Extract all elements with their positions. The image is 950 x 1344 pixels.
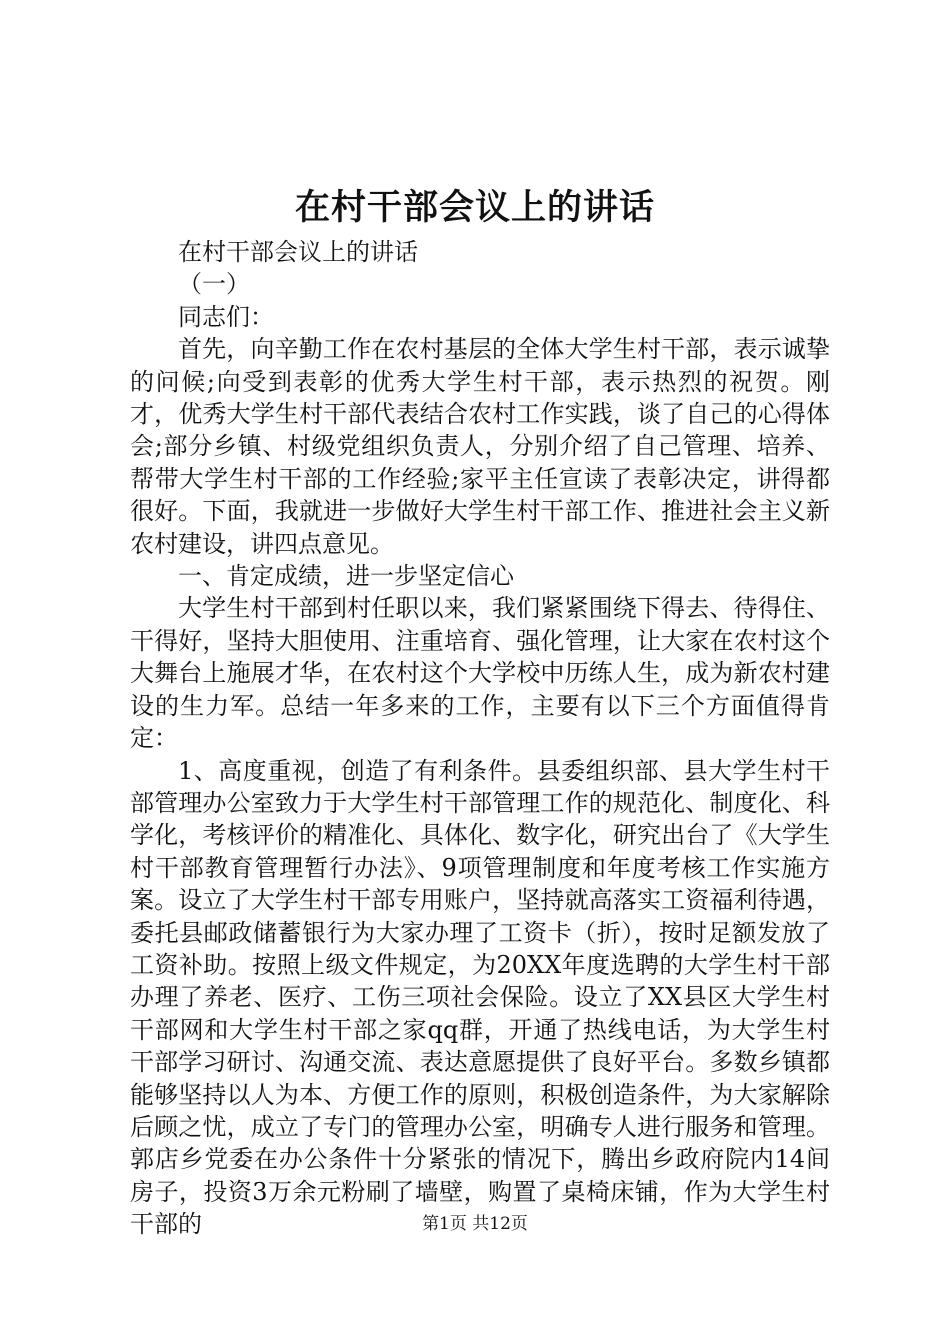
paragraph-salutation: 同志们： <box>178 302 274 331</box>
paragraph-body: 大学生村干部到村任职以来，我们紧紧围绕下得去、待得住、干得好，坚持大胆使用、注重培育、强化管理，让大家在农村这个大舞台上施展才华，在农村这个大学校中历练人生，成为新农村建设的生力军。总结一年多来的工作，主要有以下三个方面值得肯定： <box>130 594 830 753</box>
paragraph-body: 首先，向辛勤工作在农村基层的全体大学生村干部，表示诚挚的问候;向受到表彰的优秀大学生村干部，表示热烈的祝贺。刚才，优秀大学生村干部代表结合农村工作实践，谈了自己的心得体会;部分乡镇、村级党组织负责人，分别介绍了自己管理、培养、帮带大学生村干部的工作经验;家平主任宣读了表彰决定，讲得都很好。下面，我就进一步做好大学生村干部工作、推进社会主义新农村建设，讲四点意见。 <box>130 335 830 558</box>
document-title: 在村干部会议上的讲话 <box>294 187 655 228</box>
document-body <box>130 236 830 1241</box>
paragraph-subtitle: 在村干部会议上的讲话 <box>178 238 418 266</box>
paragraph-heading: 一、肯定成绩，进一步坚定信心 <box>178 562 514 591</box>
paragraph-body: 1、高度重视，创造了有利条件。县委组织部、县大学生村干部管理办公室致力于大学生村干部管理工作的规范化、制度化、科学化，考核评价的精准化、具体化、数字化，研究出台了《大学生村干部教育管理暂行办法》、9项管理制度和年度考核工作实施方案。设立了大学生村干部专用账户，坚持就高落实工资福利待遇，委托县邮政储蓄银行为大家办理了工资卡（折），按时足额发放了工资补助。按照上级文件规定，为20XX年度选聘的大学生村干部办理了养老、医疗、工伤三项社会保险。设立了XX县区大学生村干部网和大学生村干部之家qq群，开通了热线电话，为大学生村干部学习研讨、沟通交流、表达意愿提供了良好平台。多数乡镇都能够坚持以人为本、方便工作的原则，积极创造条件，为大家解除后顾之忧，成立了专门的管理办公室，明确专人进行服务和管理。郭店乡党委在办公条件十分紧张的情况下，腾出乡政府院内14间房子，投资3万余元粉刷了墙壁，购置了桌椅床铺，作为大学生村干部的 <box>130 756 830 1239</box>
paragraph-section-number: （一） <box>178 270 250 299</box>
page-footer: 第1页 共12页 <box>422 1214 528 1234</box>
